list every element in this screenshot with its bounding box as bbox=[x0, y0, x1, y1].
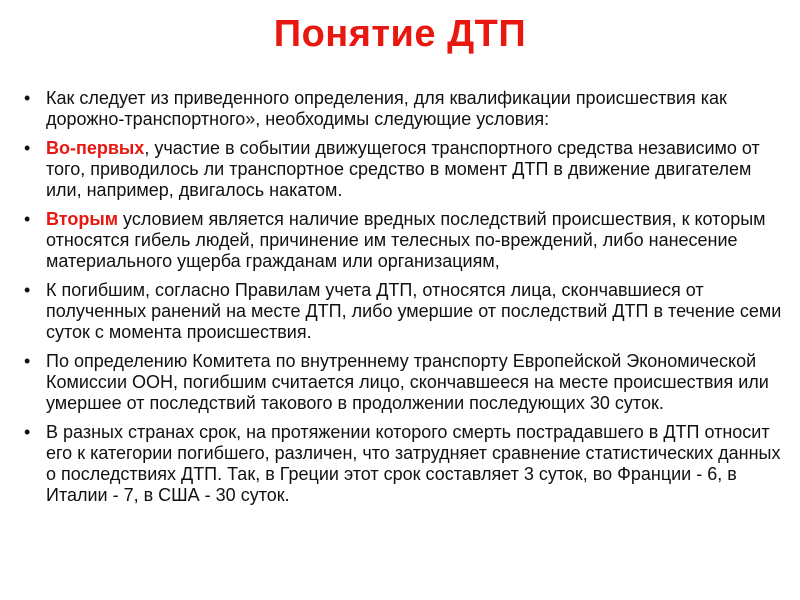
bullet-item bbox=[20, 88, 790, 130]
bullet-highlight: Вторым bbox=[46, 209, 119, 229]
bullet-text: В разных странах срок, на протяжении которого смерть пострадавшего в ДТП относит его к категории погибшего, различен, что затрудняет сравнение статистических данных о последствиях ДТП. Так, в Греции этот срок составляет 3 суток, во Франции - 6, в Италии - 7, в США - 30 суток. bbox=[46, 422, 781, 505]
bullet-list bbox=[20, 88, 790, 514]
bullet-text: По определению Комитета по внутреннему транспорту Европейской Экономической Комиссии ООН, погибшим считается лицо, скончавшееся на месте происшествия или умершее от последствий такового в продолжении последующих 30 суток. bbox=[46, 351, 769, 413]
bullet-dot-icon: • bbox=[24, 280, 31, 300]
bullet-item bbox=[20, 138, 790, 201]
bullet-item bbox=[20, 209, 790, 272]
bullet-text: Как следует из приведенного определения, для квалификации происшествия как дорожно-транспортного», необходимы следующие условия: bbox=[46, 88, 727, 129]
bullet-item bbox=[20, 351, 790, 414]
bullet-text: условием является наличие вредных последствий происшествия, к которым относятся гибель людей, причинение им телесных по-вреждений, либо нанесение материального ущерба гражданам или организациям, bbox=[46, 209, 766, 271]
bullet-dot-icon: • bbox=[24, 138, 31, 158]
bullet-dot-icon: • bbox=[24, 422, 31, 442]
slide-title: Понятие ДТП bbox=[273, 13, 527, 55]
bullet-text: , участие в событии движущегося транспортного средства независимо от того, приводилось ли транспортное средство в момент ДТП в движение двигателем или, например, двигалось накатом. bbox=[46, 138, 760, 200]
bullet-dot-icon: • bbox=[24, 351, 31, 371]
bullet-highlight: Во-первых bbox=[46, 138, 145, 158]
bullet-dot-icon: • bbox=[24, 88, 31, 108]
bullet-item bbox=[20, 422, 790, 506]
bullet-item bbox=[20, 280, 790, 343]
bullet-text: К погибшим, согласно Правилам учета ДТП, относятся лица, скончавшиеся от полученных ранений на месте ДТП, либо умершие от последствий ДТП в течение семи суток с момента происшествия. bbox=[46, 280, 782, 342]
bullet-dot-icon: • bbox=[24, 209, 31, 229]
